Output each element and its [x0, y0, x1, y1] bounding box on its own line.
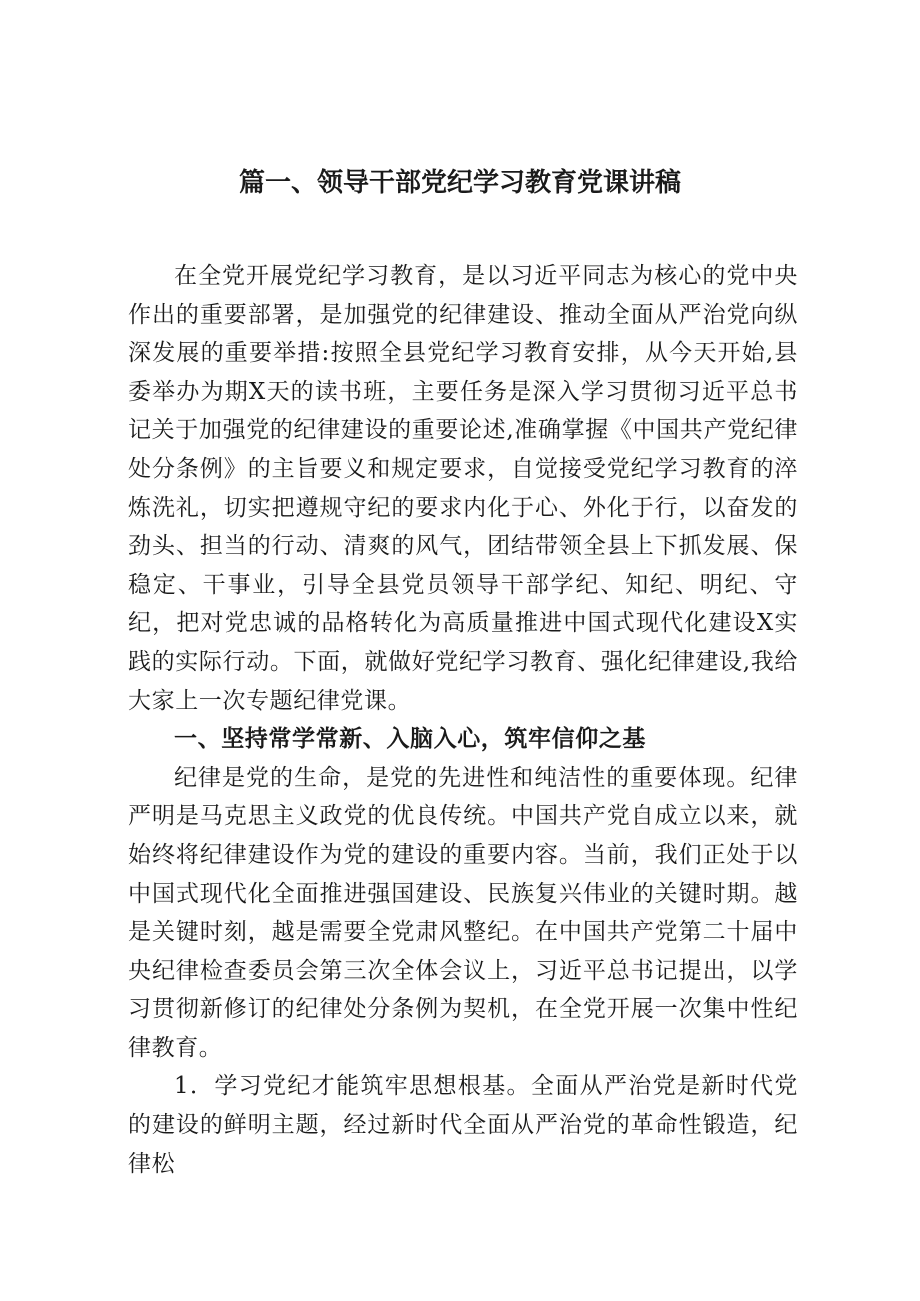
section-1-item-1-paragraph: 1．学习党纪才能筑牢思想根基。全面从严治党是新时代党的建设的鲜明主题，经过新时代全面从严治党的革命性锻造，纪律松 — [128, 1073, 798, 1177]
document-body — [128, 257, 798, 1183]
section-1-paragraph: 纪律是党的生命，是党的先进性和纯洁性的重要体现。纪律严明是马克思主义政党的优良传统。中国共产党自成立以来，就始终将纪律建设作为党的建设的重要内容。当前，我们正处于以中国式现代化全面推进强国建设、民族复兴伟业的关键时期。越是关键时刻，越是需要全党肃风整纪。在中国共产党第二十届中央纪律检查委员会第三次全体会议上，习近平总书记提出，以学习贯彻新修订的纪律处分条例为契机，在全党开展一次集中性纪律教育。 — [128, 764, 798, 1061]
section-heading-1: 一、坚持常学常新、入脑入心，筑牢信仰之基 — [174, 726, 646, 753]
intro-paragraph: 在全党开展党纪学习教育，是以习近平同志为核心的党中央作出的重要部署，是加强党的纪律建设、推动全面从严治党向纵深发展的重要举措:按照全县党纪学习教育安排，从今天开始,县委举办为期X天的读书班，主要任务是深入学习贯彻习近平总书记关于加强党的纪律建设的重要论述,准确掌握《中国共产党纪律处分条例》的主旨要义和规定要求，自觉接受党纪学习教育的淬炼洗礼，切实把遵规守纪的要求内化于心、外化于行，以奋发的劲头、担当的行动、清爽的风气，团结带领全县上下抓发展、保稳定、干事业，引导全县党员领导干部学纪、知纪、明纪、守纪，把对党忠诚的品格转化为高质量推进中国式现代化建设X实践的实际行动。下面，就做好党纪学习教育、强化纪律建设,我给大家上一次专题纪律党课。 — [128, 263, 798, 714]
document-title: 篇一、领导干部党纪学习教育党课讲稿 — [238, 168, 681, 198]
